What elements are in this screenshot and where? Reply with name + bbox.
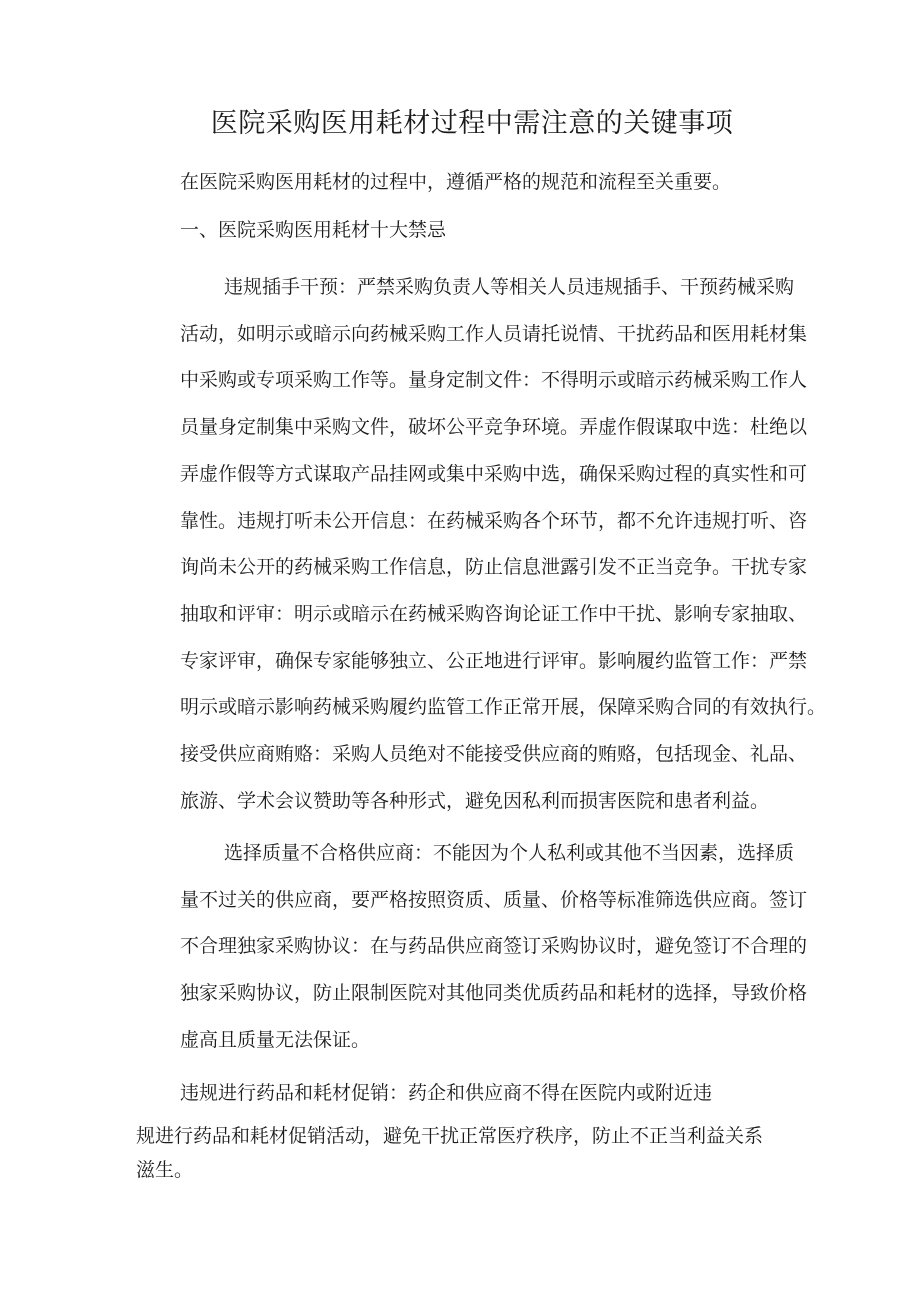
paragraph-line: 中采购或专项采购工作等。量身定制文件：不得明示或暗示药械采购工作人 [180,369,808,392]
paragraph-promotion [136,1070,808,1185]
paragraph-line: 违规插手干预：严禁采购负责人等相关人员违规插手、干预药械采购 [224,276,795,298]
paragraph-line: 弄虚作假等方式谋取产品挂网或集中采购中选，确保采购过程的真实性和可 [180,462,808,485]
paragraph-line: 专家评审，确保专家能够独立、公正地进行评审。影响履约监管工作：严禁 [180,649,808,672]
paragraph-line: 接受供应商贿赂：采购人员绝对不能接受供应商的贿赂，包括现金、礼品、 [180,743,808,766]
paragraph-line: 抽取和评审：明示或暗示在药械采购咨询论证工作中干扰、影响专家抽取、 [180,602,808,625]
paragraph-line: 旅游、学术会议赞助等各种形式，避免因私利而损害医院和患者利益。 [180,789,770,812]
paragraph-line: 明示或暗示影响药械采购履约监管工作正常开展，保障采购合同的有效执行。 [180,696,827,719]
section-heading: 一、医院采购医用耗材十大禁忌 [180,219,447,241]
intro-paragraph: 在医院采购医用耗材的过程中，遵循严格的规范和流程至关重要。 [180,171,732,193]
paragraph-line: 滋生。 [136,1158,194,1181]
paragraph-line: 虚高且质量无法保证。 [180,1028,371,1051]
paragraph-line: 规进行药品和耗材促销活动，避免干扰正常医疗秩序，防止不正当利益关系 [136,1124,764,1147]
paragraph-line: 选择质量不合格供应商：不能因为个人私利或其他不当因素，选择质 [224,842,795,864]
paragraph-line: 违规进行药品和耗材促销：药企和供应商不得在医院内或附近违 [180,1082,713,1104]
paragraph-line: 独家采购协议，防止限制医院对其他同类优质药品和耗材的选择，导致价格 [180,982,808,1005]
paragraph-line: 员量身定制集中采购文件，破坏公平竞争环境。弄虚作假谋取中选：杜绝以 [180,416,808,439]
paragraph-line: 询尚未公开的药械采购工作信息，防止信息泄露引发不正当竞争。干扰专家 [180,556,808,579]
paragraph-line: 不合理独家采购协议：在与药品供应商签订采购协议时，避免签订不合理的 [180,935,808,958]
document-title: 医院采购医用耗材过程中需注意的关键事项 [210,108,734,139]
paragraph-line: 靠性。违规打听未公开信息：在药械采购各个环节，都不允许违规打听、咨 [180,509,808,532]
paragraph-prohibitions [136,264,827,824]
paragraph-suppliers [136,830,808,1064]
paragraph-line: 量不过关的供应商，要严格按照资质、质量、价格等标准筛选供应商。签订 [180,888,808,911]
paragraph-line: 活动，如明示或暗示向药械采购工作人员请托说情、干扰药品和医用耗材集 [180,322,808,345]
